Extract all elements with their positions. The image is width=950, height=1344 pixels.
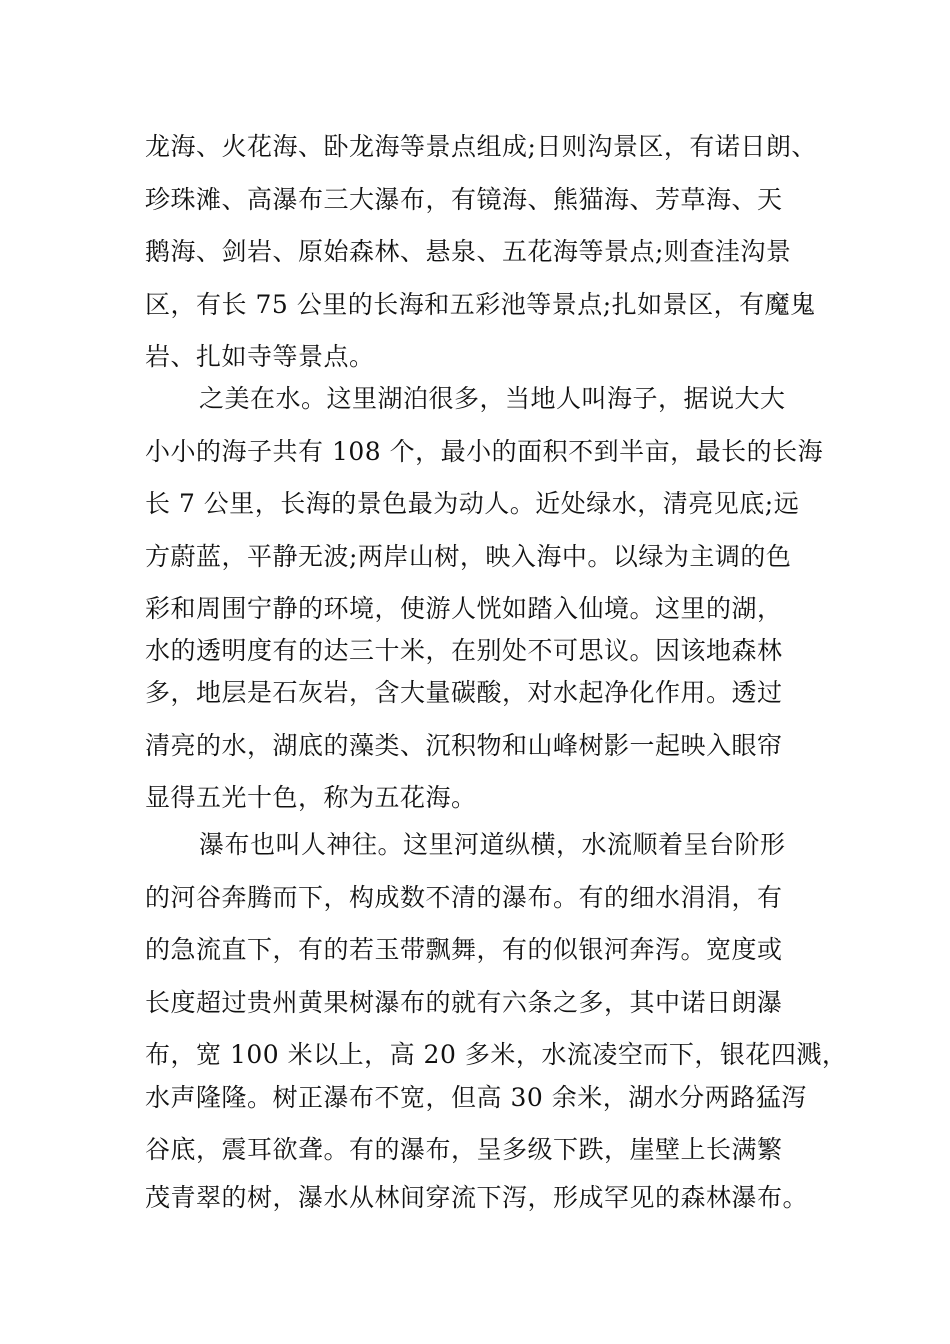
paragraph-2-line-4: 方蔚蓝，平静无波;两岸山树，映入海中。以绿为主调的色	[145, 542, 792, 571]
paragraph-2-line-2: 小小的海子共有 108 个，最小的面积不到半亩，最长的长海	[145, 437, 824, 466]
paragraph-2-line-9: 显得五光十色，称为五花海。	[145, 783, 477, 812]
paragraph-2-line-7: 多，地层是石灰岩，含大量碳酸，对水起净化作用。透过	[145, 678, 783, 707]
paragraph-3-line-2: 的河谷奔腾而下，构成数不清的瀑布。有的细水涓涓，有	[145, 883, 783, 912]
paragraph-3-line-3: 的急流直下，有的若玉带飘舞，有的似银河奔泻。宽度或	[145, 935, 783, 964]
paragraph-3-line-6: 水声隆隆。树正瀑布不宽，但高 30 余米，湖水分两路猛泻	[145, 1083, 807, 1112]
paragraph-2-line-6: 水的透明度有的达三十米，在别处不可思议。因该地森林	[145, 636, 783, 665]
paragraph-3-line-5: 布，宽 100 米以上，高 20 多米，水流凌空而下，银花四溅，	[145, 1040, 848, 1069]
paragraph-2-line-1: 之美在水。这里湖泊很多，当地人叫海子，据说大大	[199, 384, 786, 413]
paragraph-1-line-1: 龙海、火花海、卧龙海等景点组成;日则沟景区，有诺日朗、	[145, 132, 817, 161]
paragraph-3-line-7: 谷底，震耳欲聋。有的瀑布，呈多级下跌，崖壁上长满繁	[145, 1135, 783, 1164]
paragraph-2-line-5: 彩和周围宁静的环境，使游人恍如踏入仙境。这里的湖，	[145, 594, 783, 623]
paragraph-1-line-2: 珍珠滩、高瀑布三大瀑布，有镜海、熊猫海、芳草海、天	[145, 185, 783, 214]
paragraph-3-line-1: 瀑布也叫人神往。这里河道纵横，水流顺着呈台阶形	[199, 830, 786, 859]
paragraph-3-line-4: 长度超过贵州黄果树瀑布的就有六条之多，其中诺日朗瀑	[145, 988, 783, 1017]
paragraph-2-line-3: 长 7 公里，长海的景色最为动人。近处绿水，清亮见底;远	[145, 489, 800, 518]
paragraph-1-line-3: 鹅海、剑岩、原始森林、悬泉、五花海等景点;则查洼沟景	[145, 237, 792, 266]
paragraph-1-line-4: 区，有长 75 公里的长海和五彩池等景点;扎如景区，有魔鬼	[145, 290, 816, 319]
paragraph-3-line-8: 茂青翠的树，瀑水从林间穿流下泻，形成罕见的森林瀑布。	[145, 1183, 809, 1212]
paragraph-1-line-5: 岩、扎如寺等景点。	[145, 342, 375, 371]
paragraph-2-line-8: 清亮的水，湖底的藻类、沉积物和山峰树影一起映入眼帘	[145, 731, 783, 760]
